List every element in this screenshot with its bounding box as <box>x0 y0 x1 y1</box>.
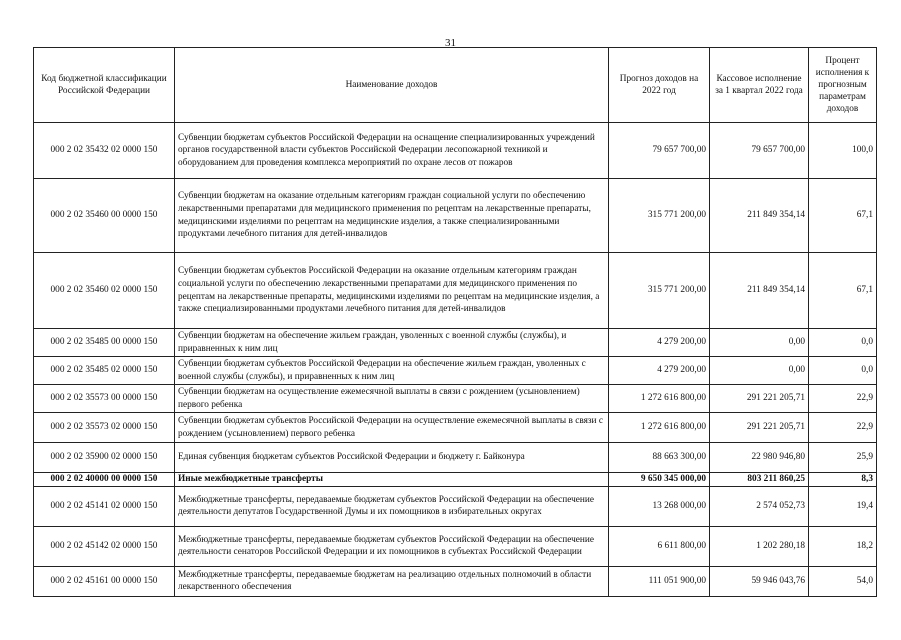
table-row <box>34 123 877 179</box>
actual-cell: 22 980 946,80 <box>710 443 809 473</box>
forecast-cell: 111 051 900,00 <box>609 566 710 596</box>
code-cell: 000 2 02 35485 02 0000 150 <box>34 357 175 385</box>
header-name: Наименование доходов <box>175 48 609 123</box>
table-row <box>34 179 877 253</box>
percent-cell: 54,0 <box>809 566 877 596</box>
forecast-cell: 315 771 200,00 <box>609 253 710 329</box>
forecast-cell: 79 657 700,00 <box>609 123 710 179</box>
name-cell: Межбюджетные трансферты, передаваемые бюджетам субъектов Российской Федерации на обеспечение деятельности депутатов Государственной Думы и их помощников в избирательных округах <box>175 486 609 526</box>
actual-cell: 0,00 <box>710 329 809 357</box>
forecast-cell: 9 650 345 000,00 <box>609 473 710 487</box>
header-actual: Кассовое исполнение за 1 квартал 2022 года <box>710 48 809 123</box>
actual-cell: 803 211 860,25 <box>710 473 809 487</box>
table-row <box>34 526 877 566</box>
code-cell: 000 2 02 35460 02 0000 150 <box>34 253 175 329</box>
table-row <box>34 473 877 487</box>
name-cell: Субвенции бюджетам на оказание отдельным категориям граждан социальной услуги по обеспечению лекарственными препаратами для медицинского применения по рецептам на лекарственные препараты, медицинскими изделиями по рецептам на медицинские изделия, а также специализированными продуктами лечебного питания для детей-инвалидов <box>175 179 609 253</box>
percent-cell: 8,3 <box>809 473 877 487</box>
forecast-cell: 315 771 200,00 <box>609 179 710 253</box>
budget-table <box>33 47 877 597</box>
header-percent: Процент исполнения к прогнозным параметрам доходов <box>809 48 877 123</box>
actual-cell: 211 849 354,14 <box>710 253 809 329</box>
header-forecast: Прогноз доходов на 2022 год <box>609 48 710 123</box>
code-cell: 000 2 02 35485 00 0000 150 <box>34 329 175 357</box>
forecast-cell: 4 279 200,00 <box>609 357 710 385</box>
forecast-cell: 6 611 800,00 <box>609 526 710 566</box>
name-cell: Межбюджетные трансферты, передаваемые бюджетам на реализацию отдельных полномочий в области лекарственного обеспечения <box>175 566 609 596</box>
percent-cell: 22,9 <box>809 385 877 413</box>
name-cell: Субвенции бюджетам субъектов Российской Федерации на обеспечение жильем граждан, уволенных с военной службы (службы), и приравненных к ним лиц <box>175 357 609 385</box>
table-header-row <box>34 48 877 123</box>
table-row <box>34 566 877 596</box>
actual-cell: 59 946 043,76 <box>710 566 809 596</box>
code-cell: 000 2 02 35573 02 0000 150 <box>34 413 175 443</box>
forecast-cell: 1 272 616 800,00 <box>609 385 710 413</box>
code-cell: 000 2 02 45142 02 0000 150 <box>34 526 175 566</box>
percent-cell: 0,0 <box>809 329 877 357</box>
percent-cell: 100,0 <box>809 123 877 179</box>
table-row <box>34 413 877 443</box>
table-row <box>34 329 877 357</box>
actual-cell: 211 849 354,14 <box>710 179 809 253</box>
actual-cell: 79 657 700,00 <box>710 123 809 179</box>
name-cell: Субвенции бюджетам на обеспечение жильем граждан, уволенных с военной службы (службы), и приравненных к ним лиц <box>175 329 609 357</box>
code-cell: 000 2 02 35432 02 0000 150 <box>34 123 175 179</box>
actual-cell: 1 202 280,18 <box>710 526 809 566</box>
table-row <box>34 486 877 526</box>
name-cell: Субвенции бюджетам субъектов Российской Федерации на осуществление ежемесячной выплаты в связи с рождением (усыновлением) первого ребенка <box>175 413 609 443</box>
percent-cell: 19,4 <box>809 486 877 526</box>
forecast-cell: 13 268 000,00 <box>609 486 710 526</box>
percent-cell: 18,2 <box>809 526 877 566</box>
name-cell: Единая субвенция бюджетам субъектов Российской Федерации и бюджету г. Байконура <box>175 443 609 473</box>
table-row <box>34 253 877 329</box>
forecast-cell: 1 272 616 800,00 <box>609 413 710 443</box>
code-cell: 000 2 02 40000 00 0000 150 <box>34 473 175 487</box>
percent-cell: 0,0 <box>809 357 877 385</box>
table-row <box>34 385 877 413</box>
name-cell: Субвенции бюджетам на осуществление ежемесячной выплаты в связи с рождением (усыновлением) первого ребенка <box>175 385 609 413</box>
name-cell: Субвенции бюджетам субъектов Российской Федерации на оказание отдельным категориям граждан социальной услуги по обеспечению лекарственными препаратами для медицинского применения по рецептам на лекарственные препараты, медицинскими изделиями по рецептам на медицинские изделия, а также специализированными продуктами лечебного питания для детей-инвалидов <box>175 253 609 329</box>
name-cell: Межбюджетные трансферты, передаваемые бюджетам субъектов Российской Федерации на обеспечение деятельности сенаторов Российской Федерации и их помощников в субъектах Российской Федерации <box>175 526 609 566</box>
name-cell: Иные межбюджетные трансферты <box>175 473 609 487</box>
code-cell: 000 2 02 35573 00 0000 150 <box>34 385 175 413</box>
percent-cell: 22,9 <box>809 413 877 443</box>
code-cell: 000 2 02 45141 02 0000 150 <box>34 486 175 526</box>
percent-cell: 67,1 <box>809 179 877 253</box>
code-cell: 000 2 02 45161 00 0000 150 <box>34 566 175 596</box>
code-cell: 000 2 02 35900 02 0000 150 <box>34 443 175 473</box>
forecast-cell: 88 663 300,00 <box>609 443 710 473</box>
code-cell: 000 2 02 35460 00 0000 150 <box>34 179 175 253</box>
header-code: Код бюджетной классификации Российской Федерации <box>34 48 175 123</box>
actual-cell: 291 221 205,71 <box>710 413 809 443</box>
page-number: 31 <box>445 37 456 49</box>
percent-cell: 25,9 <box>809 443 877 473</box>
forecast-cell: 4 279 200,00 <box>609 329 710 357</box>
actual-cell: 0,00 <box>710 357 809 385</box>
table-row <box>34 443 877 473</box>
actual-cell: 291 221 205,71 <box>710 385 809 413</box>
actual-cell: 2 574 052,73 <box>710 486 809 526</box>
table-row <box>34 357 877 385</box>
percent-cell: 67,1 <box>809 253 877 329</box>
name-cell: Субвенции бюджетам субъектов Российской Федерации на оснащение специализированных учреждений органов государственной власти субъектов Российской Федерации лесопожарной техникой и оборудованием для проведения комплекса мероприятий по охране лесов от пожаров <box>175 123 609 179</box>
